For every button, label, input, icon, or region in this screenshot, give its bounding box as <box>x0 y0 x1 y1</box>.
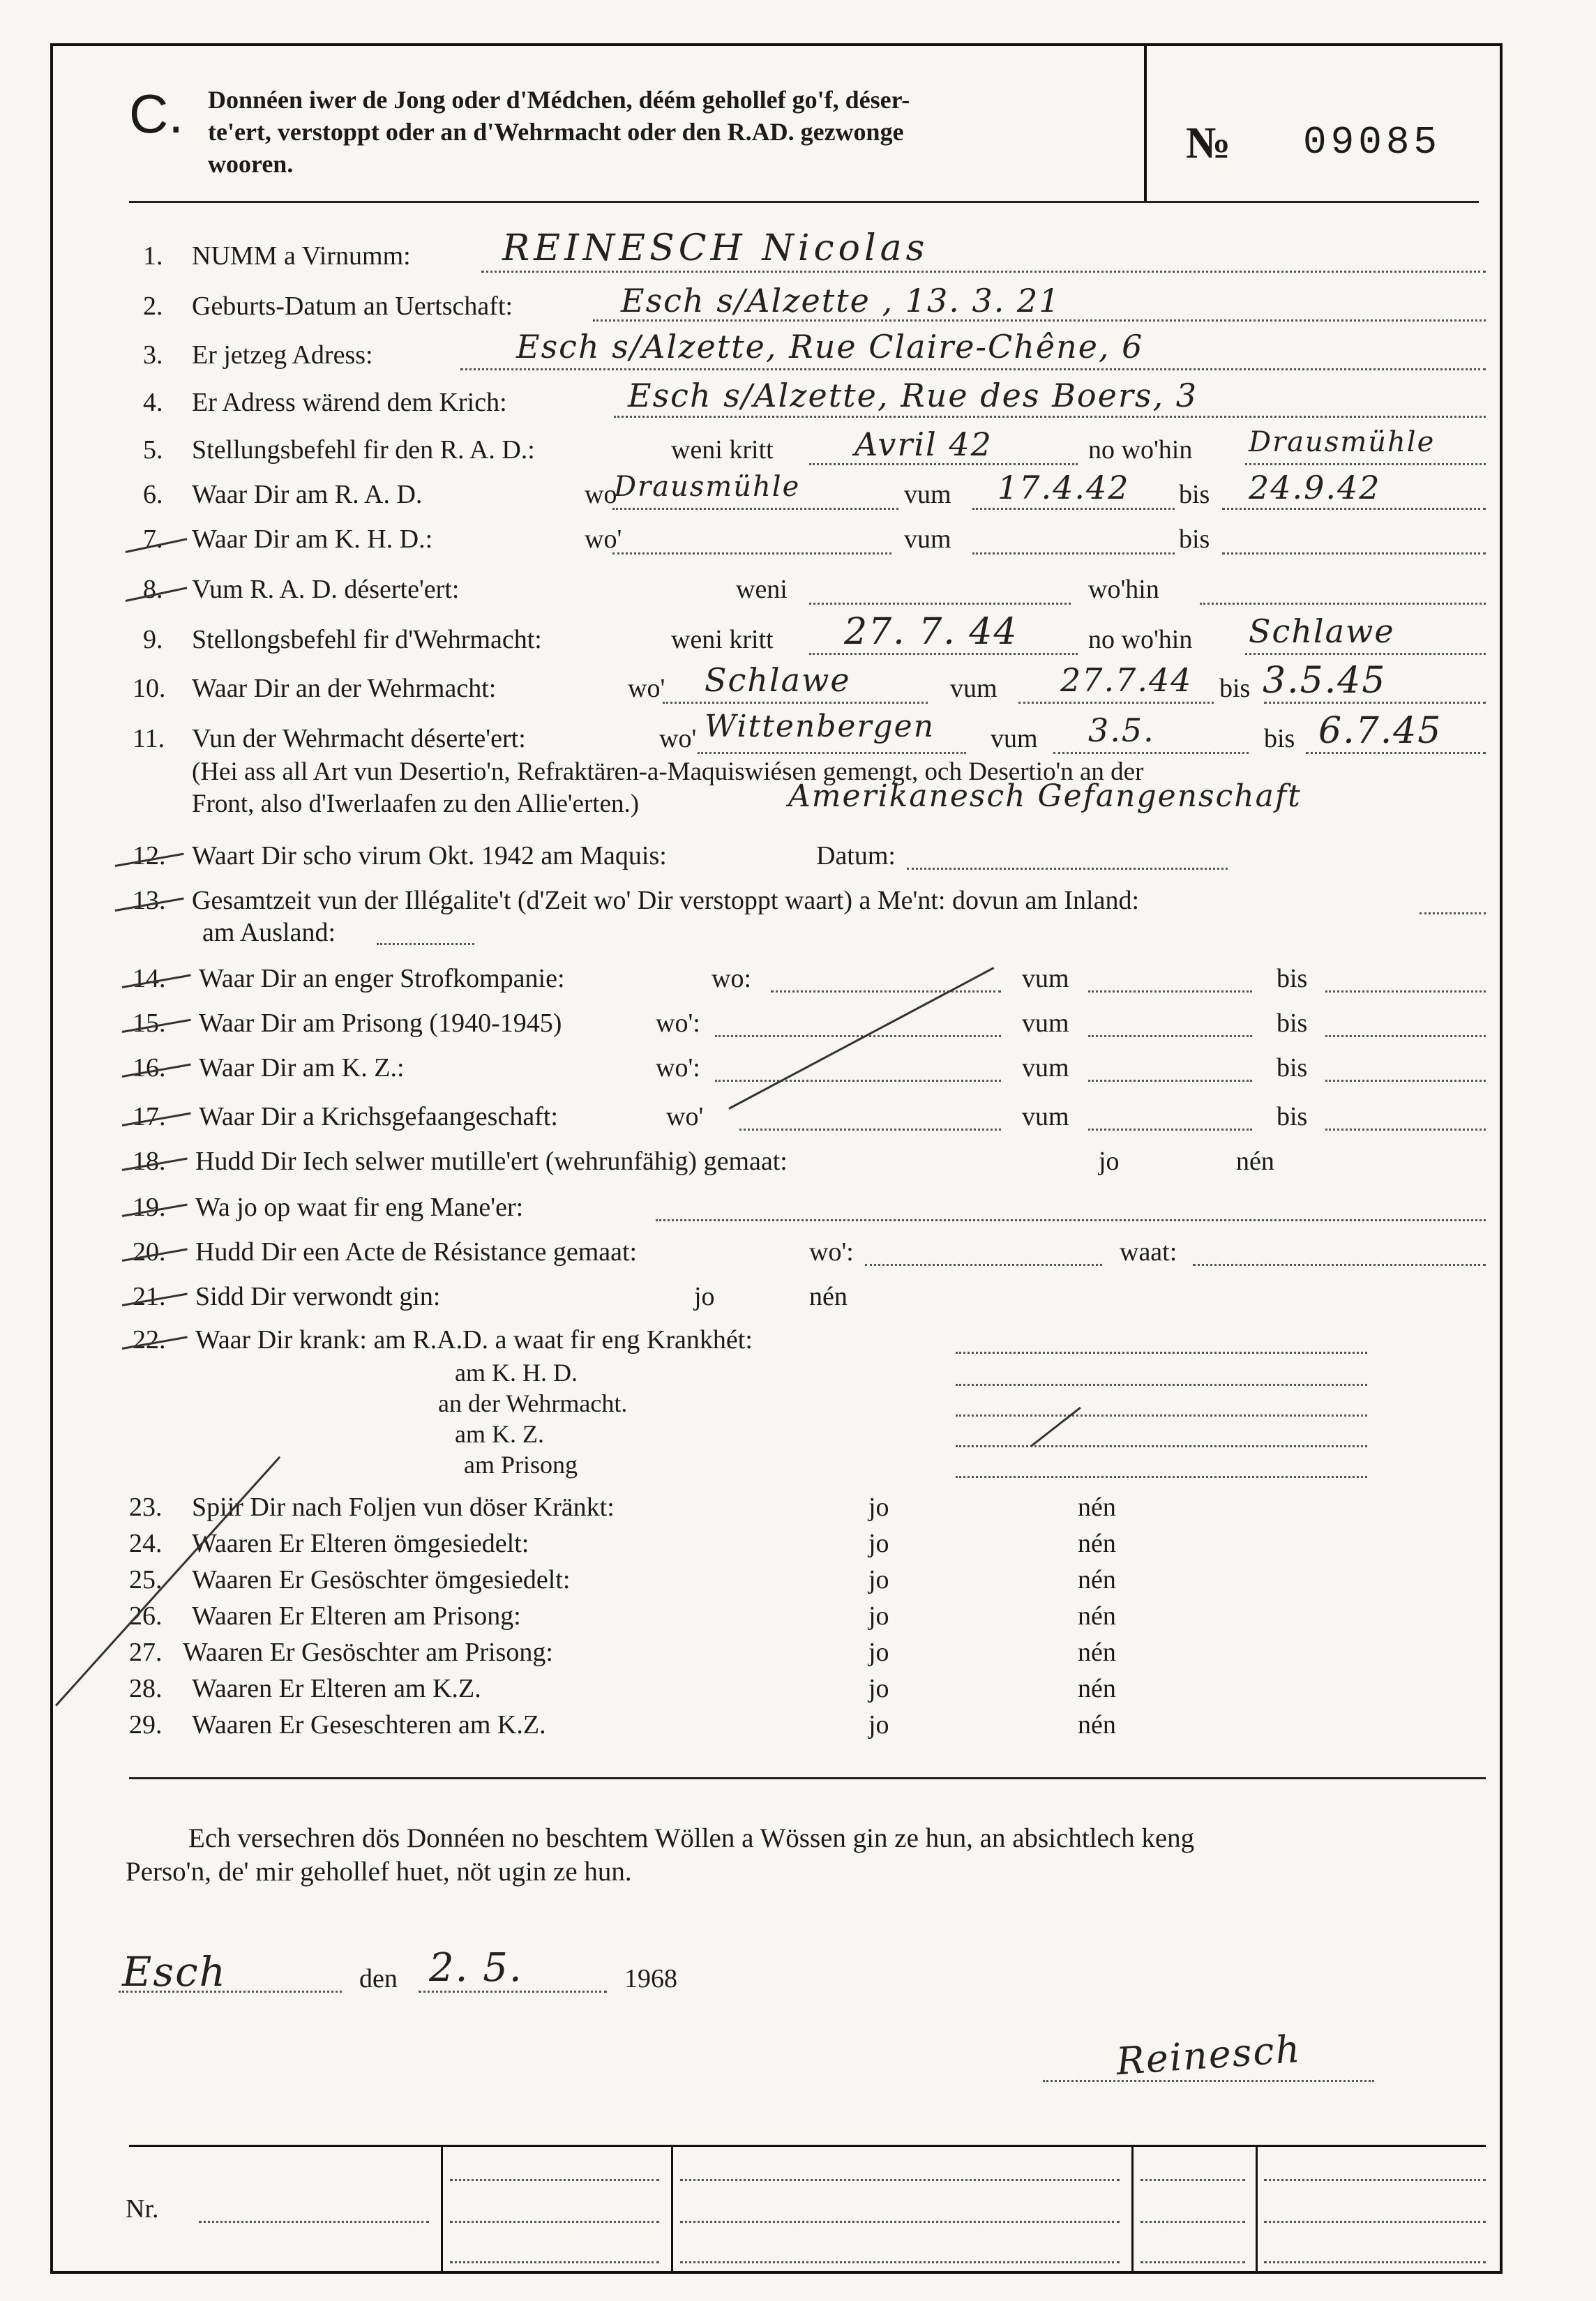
line-8-num: 8. <box>143 575 163 604</box>
footer-col-1 <box>441 2145 443 2274</box>
line-9-nowohin-field <box>1245 653 1486 655</box>
line-5-nowohin: no wo'hin <box>1088 435 1193 465</box>
rad-place[interactable]: Drausmühle <box>614 471 801 503</box>
line-20-num: 20. <box>133 1237 166 1267</box>
line-4-num: 4. <box>143 388 163 417</box>
line-6-num: 6. <box>143 480 163 509</box>
desertion-place[interactable]: Wittenbergen <box>705 709 935 744</box>
q29-nen[interactable]: nén <box>1078 1710 1116 1740</box>
line-14-label: Waar Dir an enger Strofkompanie: <box>199 964 565 993</box>
line-17-wo-field <box>739 1129 1001 1131</box>
line-18-jo[interactable]: jo <box>1099 1147 1120 1176</box>
q24-nen[interactable]: nén <box>1078 1529 1116 1558</box>
line-3-field <box>460 368 1486 370</box>
line-9-weni-field <box>809 653 1078 655</box>
line-11-bis-field <box>1306 752 1486 754</box>
line-7-wo-field <box>612 552 891 554</box>
q23-label: Spiir Dir nach Foljen vun döser Kränkt: <box>192 1493 615 1522</box>
q26-jo[interactable]: jo <box>868 1601 889 1631</box>
line-8-weni-field <box>809 603 1071 605</box>
line-17-bis-field <box>1325 1129 1486 1131</box>
q28-num: 28. <box>129 1674 163 1703</box>
footer-top-rule <box>129 2145 1486 2147</box>
footer-cell-line <box>1140 2221 1245 2223</box>
footer-nr-field <box>199 2221 429 2223</box>
q26-label: Waaren Er Elteren am Prisong: <box>192 1601 521 1631</box>
line-14-vum-field <box>1088 990 1252 993</box>
line-10-num: 10. <box>133 674 166 703</box>
q28-jo[interactable]: jo <box>868 1674 889 1703</box>
line-22-num: 22. <box>133 1325 166 1355</box>
number-sign: № <box>1186 118 1231 167</box>
q26-num: 26. <box>129 1601 163 1631</box>
footer-cell-line <box>680 2221 1120 2223</box>
line-21-num: 21. <box>133 1282 166 1311</box>
footer-cell-line <box>450 2221 659 2223</box>
declaration-line-1: Ech versechren dös Donnéen no beschtem Wöllen a Wössen gin ze hun, an absichtlech keng <box>188 1823 1195 1853</box>
line-21-jo[interactable]: jo <box>694 1282 715 1311</box>
line-18-num: 18. <box>133 1147 166 1176</box>
year-label: 1968 <box>624 1964 677 1993</box>
line-11-label: Vun der Wehrmacht déserte'ert: <box>192 724 526 753</box>
line-6-bis-field <box>1222 508 1486 510</box>
q28-label: Waaren Er Elteren am K.Z. <box>192 1674 481 1703</box>
line-16-wo: wo': <box>656 1053 700 1082</box>
line-10-vum: vum <box>950 674 998 703</box>
line-3-num: 3. <box>143 340 163 370</box>
birth-value[interactable]: Esch s/Alzette , 13. 3. 21 <box>621 282 1061 319</box>
line-1-label: NUMM a Virnumm: <box>192 241 411 271</box>
line-17-vum: vum <box>1022 1102 1069 1131</box>
q29-label: Waaren Er Geseschteren am K.Z. <box>192 1710 546 1740</box>
line-16-num: 16. <box>133 1053 166 1082</box>
q24-label: Waaren Er Elteren ömgesiedelt: <box>192 1529 529 1558</box>
line-15-wo-field <box>715 1035 1001 1037</box>
line-22-field-2 <box>956 1414 1367 1417</box>
declaration-line-2: Perso'n, de' mir gehollef huet, nöt ugin ze hun. <box>126 1857 632 1887</box>
line-15-bis-field <box>1325 1035 1486 1037</box>
line-15-vum: vum <box>1022 1009 1069 1038</box>
line-5-num: 5. <box>143 435 163 465</box>
line-15-vum-field <box>1088 1035 1252 1037</box>
q29-jo[interactable]: jo <box>868 1710 889 1740</box>
line-22-sub-4: am Prisong <box>464 1451 578 1479</box>
line-7-vum-field <box>972 552 1175 554</box>
q25-label: Waaren Er Gesöschter ömgesiedelt: <box>192 1565 571 1594</box>
line-5-weni: weni kritt <box>671 435 774 465</box>
line-21-label: Sidd Dir verwondt gin: <box>195 1282 441 1311</box>
line-6-wo: wo' <box>585 480 622 509</box>
line-19-num: 19. <box>133 1193 166 1222</box>
footer-cell-line <box>1264 2179 1486 2181</box>
line-6-label: Waar Dir am R. A. D. <box>192 480 423 509</box>
line-20-waat: waat: <box>1120 1237 1177 1267</box>
line-20-wo: wo': <box>809 1237 854 1267</box>
line-11-vum-field <box>1053 752 1249 754</box>
line-21-nen[interactable]: nén <box>809 1282 848 1311</box>
line-7-bis-field <box>1222 552 1486 554</box>
line-17-bis: bis <box>1277 1102 1308 1131</box>
q29-num: 29. <box>129 1710 163 1740</box>
line-5-label: Stellungsbefehl fir den R. A. D.: <box>192 435 535 465</box>
section-letter: C. <box>129 83 183 144</box>
q27-nen[interactable]: nén <box>1078 1638 1116 1667</box>
header-title-3: wooren. <box>208 150 294 178</box>
line-17-wo: wo' <box>666 1102 704 1131</box>
q26-nen[interactable]: nén <box>1078 1601 1116 1631</box>
line-7-bis: bis <box>1179 525 1210 554</box>
desertion-from[interactable]: 3.5. <box>1088 711 1155 749</box>
line-13-label: Gesamtzeit vun der Illégalite't (d'Zeit wo' Dir verstoppt waart) a Me'nt: dovun am Inland: <box>192 886 1140 915</box>
line-15-label: Waar Dir am Prisong (1940-1945) <box>199 1009 562 1038</box>
line-12-label: Waart Dir scho virum Okt. 1942 am Maquis: <box>192 841 667 870</box>
footer-col-2 <box>671 2145 673 2274</box>
footer-col-3 <box>1131 2145 1134 2274</box>
line-19-label: Wa jo op waat fir eng Mane'er: <box>195 1193 524 1222</box>
footer-cell-line <box>680 2261 1120 2263</box>
q27-label: Waaren Er Gesöschter am Prisong: <box>183 1638 553 1667</box>
line-5-weni-field <box>809 463 1078 465</box>
line-20-label: Hudd Dir een Acte de Résistance gemaat: <box>195 1237 638 1267</box>
line-16-label: Waar Dir am K. Z.: <box>199 1053 405 1082</box>
line-13-ausland-field <box>377 943 474 945</box>
line-14-vum: vum <box>1022 964 1069 993</box>
line-11-note-1: (Hei ass all Art vun Desertio'n, Refraktären-a-Maquiswiésen gemengt, och Desertio'n an der <box>192 757 1144 786</box>
line-22-sub-2: an der Wehrmacht. <box>438 1389 628 1417</box>
line-9-weni: weni kritt <box>671 625 774 654</box>
line-9-num: 9. <box>143 625 163 654</box>
line-2-num: 2. <box>143 292 163 321</box>
line-18-label: Hudd Dir Iech selwer mutille'ert (wehrunfähig) gemaat: <box>195 1147 788 1176</box>
line-7-vum: vum <box>904 525 951 554</box>
footer-nr-label: Nr. <box>126 2194 159 2224</box>
line-22-label: Waar Dir krank: am R.A.D. a waat fir eng Krankhét: <box>195 1325 753 1355</box>
signing-place[interactable]: Esch <box>122 1948 227 1996</box>
line-6-bis: bis <box>1179 480 1210 509</box>
rad-from[interactable]: 17.4.42 <box>998 469 1130 506</box>
q24-jo[interactable]: jo <box>868 1529 889 1558</box>
line-13-ausland: am Ausland: <box>202 918 336 947</box>
line-16-vum: vum <box>1022 1053 1069 1082</box>
line-19-field <box>656 1219 1486 1221</box>
line-10-wo-field <box>663 702 928 704</box>
signature-field <box>1043 2080 1374 2082</box>
line-12-num: 12. <box>133 841 166 870</box>
wehrmacht-order-date[interactable]: 27. 7. 44 <box>844 611 1018 653</box>
line-14-bis-field <box>1325 990 1486 993</box>
line-11-wo-field <box>698 752 966 754</box>
line-15-bis: bis <box>1277 1009 1308 1038</box>
line-15-wo: wo': <box>656 1009 700 1038</box>
desertion-note-value[interactable]: Amerikanesch Gefangenschaft <box>788 778 1302 814</box>
header-divider <box>1144 45 1147 201</box>
footer-cell-line <box>1264 2221 1486 2223</box>
line-9-label: Stellongsbefehl fir d'Wehrmacht: <box>192 625 542 654</box>
line-14-bis: bis <box>1277 964 1308 993</box>
line-5-nowohin-field <box>1245 463 1486 465</box>
footer-cell-line <box>1140 2179 1245 2181</box>
line-20-wo-field <box>865 1264 1102 1266</box>
line-9-nowohin: no wo'hin <box>1088 625 1193 654</box>
footer-cell-line <box>450 2179 659 2181</box>
header-title-1: Donnéen iwer de Jong oder d'Médchen, déém gehollef go'f, déser- <box>208 86 910 114</box>
line-17-vum-field <box>1088 1129 1252 1131</box>
line-10-bis: bis <box>1219 674 1251 703</box>
line-20-waat-field <box>1193 1264 1486 1266</box>
q27-jo[interactable]: jo <box>868 1638 889 1667</box>
header-bottom-rule <box>129 201 1479 203</box>
footer-cell-line <box>680 2179 1120 2181</box>
line-2-label: Geburts-Datum an Uertschaft: <box>192 292 513 321</box>
footer-cell-line <box>1140 2261 1245 2263</box>
q25-num: 25. <box>129 1565 163 1594</box>
footer-cell-line <box>1264 2261 1486 2263</box>
line-4-label: Er Adress wärend dem Krich: <box>192 388 507 417</box>
date-field <box>419 1991 607 1993</box>
line-3-label: Er jetzeg Adress: <box>192 340 373 370</box>
line-16-bis: bis <box>1277 1053 1308 1082</box>
line-17-num: 17. <box>133 1102 166 1131</box>
q28-nen[interactable]: nén <box>1078 1674 1116 1703</box>
line-10-bis-field <box>1264 702 1486 704</box>
wehrmacht-from[interactable]: 27.7.44 <box>1060 661 1193 699</box>
line-1-num: 1. <box>143 241 163 271</box>
desertion-to[interactable]: 6.7.45 <box>1318 710 1443 752</box>
q27-num: 27. <box>129 1638 163 1667</box>
line-8-wohin: wo'hin <box>1088 575 1159 604</box>
footer-col-4 <box>1256 2145 1258 2274</box>
line-7-label: Waar Dir am K. H. D.: <box>192 525 433 554</box>
declaration-rule <box>129 1777 1486 1779</box>
wehrmacht-order-place[interactable]: Schlawe <box>1249 612 1395 650</box>
line-18-nen[interactable]: nén <box>1236 1147 1274 1176</box>
line-22-field-1 <box>956 1384 1367 1386</box>
line-22-sub-1: am K. H. D. <box>455 1359 578 1387</box>
signature: Reinesch <box>1115 2026 1303 2084</box>
line-11-note-2: Front, also d'Iwerlaafen zu den Allie'erten.) <box>192 790 640 818</box>
line-16-wo-field <box>715 1080 1001 1082</box>
line-10-vum-field <box>1018 702 1214 704</box>
q24-num: 24. <box>129 1529 163 1558</box>
current-address-value[interactable]: Esch s/Alzette, Rue Claire-Chêne, 6 <box>516 328 1144 365</box>
line-14-wo-field <box>771 990 1001 993</box>
line-7-num: 7. <box>143 525 163 554</box>
war-address-value[interactable]: Esch s/Alzette, Rue des Boers, 3 <box>628 377 1198 414</box>
line-10-label: Waar Dir an der Wehrmacht: <box>192 674 497 703</box>
line-16-vum-field <box>1088 1080 1252 1082</box>
line-22-field-3 <box>956 1445 1367 1447</box>
line-11-wo: wo' <box>659 724 697 753</box>
line-22-field-0 <box>956 1352 1367 1354</box>
q25-nen[interactable]: nén <box>1078 1565 1116 1594</box>
line-6-wo-field <box>612 508 898 510</box>
line-15-num: 15. <box>133 1009 166 1038</box>
name-value[interactable]: REINESCH Nicolas <box>502 227 929 269</box>
line-17-label: Waar Dir a Krichsgefaangeschaft: <box>199 1102 558 1131</box>
line-12-datum: Datum: <box>816 841 896 870</box>
line-11-bis: bis <box>1264 724 1295 753</box>
line-6-vum-field <box>972 508 1175 510</box>
line-8-wohin-field <box>1200 603 1486 605</box>
form-number: 09085 <box>1303 120 1442 165</box>
line-8-weni: weni <box>736 575 788 604</box>
line-11-num: 11. <box>133 724 165 753</box>
wehrmacht-to[interactable]: 3.5.45 <box>1263 660 1387 702</box>
line-1-field <box>481 271 1486 273</box>
footer-cell-line <box>450 2261 659 2263</box>
header-title-2: te'ert, verstoppt oder an d'Wehrmacht oder den R.AD. gezwonge <box>208 118 904 146</box>
q23-nen[interactable]: nén <box>1078 1493 1116 1522</box>
signing-date[interactable]: 2. 5. <box>429 1945 523 1991</box>
line-22-field-4 <box>956 1476 1367 1478</box>
rad-order-date[interactable]: Avril 42 <box>855 425 993 463</box>
line-8-label: Vum R. A. D. déserte'ert: <box>192 575 460 604</box>
line-4-field <box>614 416 1486 418</box>
line-22-sub-3: am K. Z. <box>455 1420 544 1448</box>
line-7-wo: wo' <box>585 525 622 554</box>
line-16-bis-field <box>1325 1080 1486 1082</box>
wehrmacht-place[interactable]: Schlawe <box>705 661 851 699</box>
q23-jo[interactable]: jo <box>868 1493 889 1522</box>
q25-jo[interactable]: jo <box>868 1565 889 1594</box>
line-14-num: 14. <box>133 964 166 993</box>
line-13-num: 13. <box>133 886 166 915</box>
q23-num: 23. <box>129 1493 163 1522</box>
den-label: den <box>359 1964 398 1993</box>
line-10-wo: wo' <box>628 674 665 703</box>
line-12-field <box>907 868 1228 870</box>
rad-to[interactable]: 24.9.42 <box>1249 469 1381 506</box>
line-13-inland-field <box>1420 912 1486 914</box>
rad-order-place[interactable]: Drausmühle <box>1249 426 1436 458</box>
line-6-vum: vum <box>904 480 951 509</box>
line-14-wo: wo: <box>712 964 751 993</box>
line-2-field <box>593 319 1486 322</box>
line-11-vum: vum <box>991 724 1038 753</box>
